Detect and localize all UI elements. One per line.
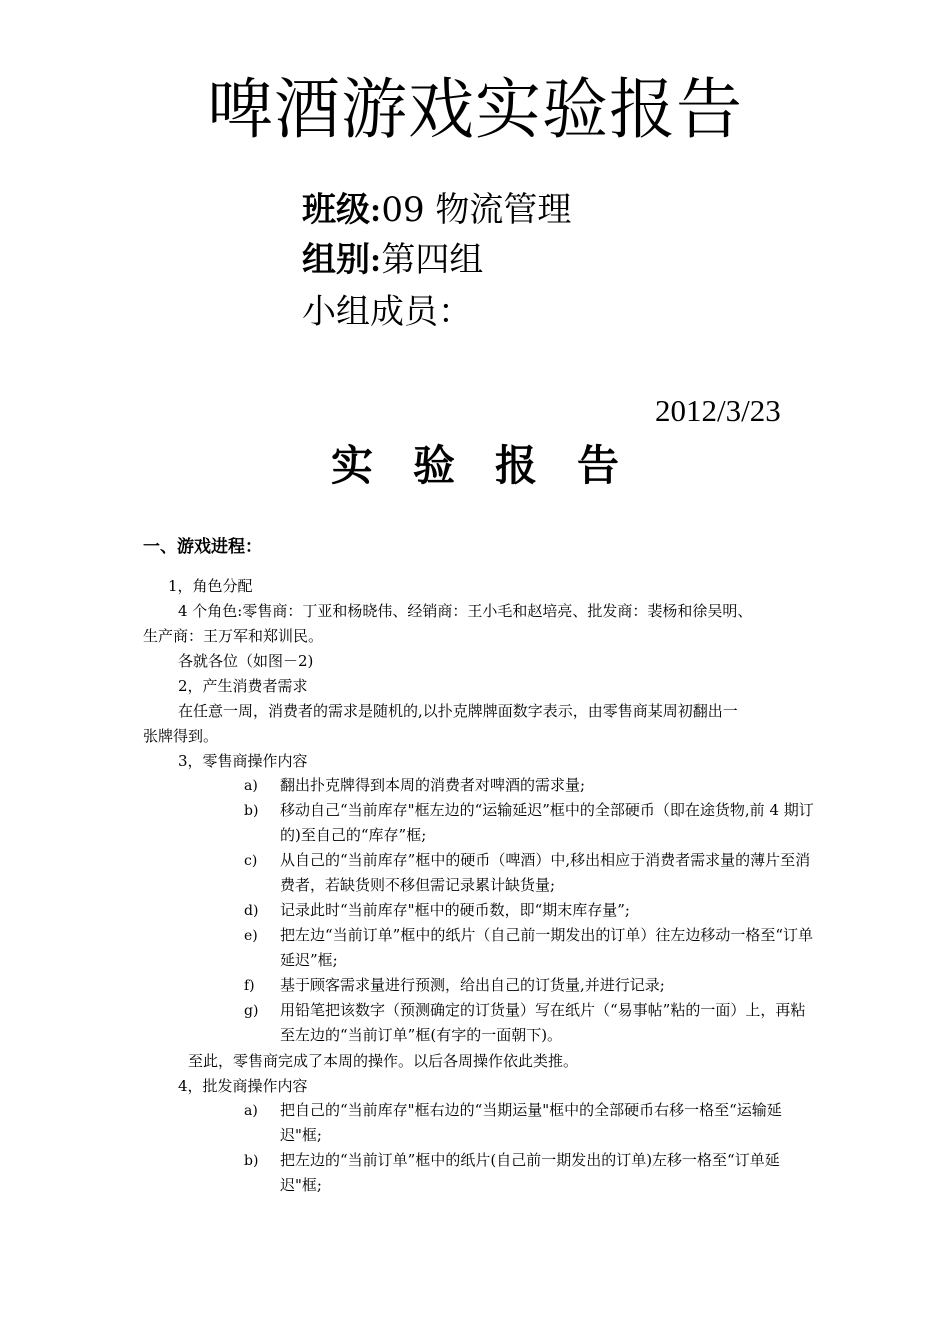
step3-item-d-letter: d): [244, 903, 259, 919]
section1-heading: 一、游戏进程：: [143, 537, 262, 557]
title-char: 报: [495, 441, 538, 490]
step3-item-b-text: 移动自己“当前库存"框左边的“运输延迟”框中的全部硬币（即在途货物,前 4 期订的)至自己的“库存”框;: [280, 801, 814, 844]
members-label: 小组成员：: [302, 292, 472, 332]
step1-roles-line1: 4 个角色:零售商：丁亚和杨晓伟、经销商：王小毛和赵培亮、批发商：裴杨和徐吴明、: [178, 602, 753, 620]
class-label: 班级:: [302, 192, 382, 229]
step3-item-b-letter: b): [244, 803, 259, 819]
step3-item-c-text: 从自己的“当前库存”框中的硬币（啤酒）中,移出相应于消费者需求量的薄片至消费者，若缺货则不移但需记录累计缺货量;: [280, 851, 811, 894]
step2-text-line2: 张牌得到。: [143, 727, 219, 745]
step3-item-c-letter: c): [244, 853, 258, 869]
section-title: [0, 438, 950, 494]
step3-item-g-text: 用铅笔把该数字（预测确定的订货量）写在纸片（“易事帖”粘的一面）上，再粘至左边的“当前订单”框(有字的一面朝下)。: [280, 1001, 806, 1044]
step3-item-a-text: 翻出扑克牌得到本周的消费者对啤酒的需求量;: [280, 776, 586, 794]
step3-item-a-letter: a): [244, 778, 258, 794]
report-main-title: 啤酒游戏实验报告: [207, 71, 743, 148]
step3-item-e-letter: e): [244, 928, 258, 944]
step1-roles-line2: 生产商：王万军和郑训民。: [143, 627, 324, 645]
step3-item-f-letter: f): [244, 978, 255, 994]
title-char: 告: [577, 441, 620, 490]
step3-title: 3，零售商操作内容: [178, 752, 308, 770]
group-value: 第四组: [381, 240, 484, 280]
step2-text-line1: 在任意一周，消费者的需求是随机的,以扑克牌牌面数字表示，由零售商某周初翻出一: [178, 702, 738, 720]
step1-title: 1，角色分配: [168, 577, 253, 595]
step3-summary: 至此，零售商完成了本周的操作。以后各周操作依此类推。: [188, 1052, 579, 1070]
step3-item-g-letter: g): [244, 1003, 259, 1019]
title-char: 实: [330, 441, 373, 490]
report-date: 2012/3/23: [655, 393, 781, 428]
class-line: [302, 190, 571, 231]
group-label: 组别:: [302, 242, 382, 279]
step1-positions: 各就各位（如图－2): [178, 652, 314, 670]
step3-item-e-text: 把左边“当前订单”框中的纸片（自己前一期发出的订单）往左边移动一格至“订单延迟”框;: [280, 926, 814, 969]
members-line: [302, 292, 472, 332]
step4-item-b-letter: b): [244, 1153, 259, 1169]
step4-item-a-letter: a): [244, 1103, 258, 1119]
step3-item-d-text: 记录此时“当前库存"框中的硬币数，即“期末库存量”;: [280, 901, 630, 919]
group-line: [302, 240, 483, 281]
title-char: 验: [412, 441, 455, 490]
step2-title: 2，产生消费者需求: [178, 677, 308, 695]
step3-item-f-text: 基于顾客需求量进行预测，给出自己的订货量,并进行记录;: [280, 976, 665, 994]
class-value: 09 物流管理: [381, 190, 572, 230]
step4-title: 4，批发商操作内容: [178, 1077, 308, 1095]
step4-item-a-text: 把自己的“当前库存"框右边的“当期运量"框中的全部硬币右移一格至“运输延迟"框;: [280, 1101, 782, 1144]
step4-item-b-text: 把左边的“当前订单”框中的纸片(自己前一期发出的订单)左移一格至“订单延迟"框;: [280, 1151, 780, 1194]
